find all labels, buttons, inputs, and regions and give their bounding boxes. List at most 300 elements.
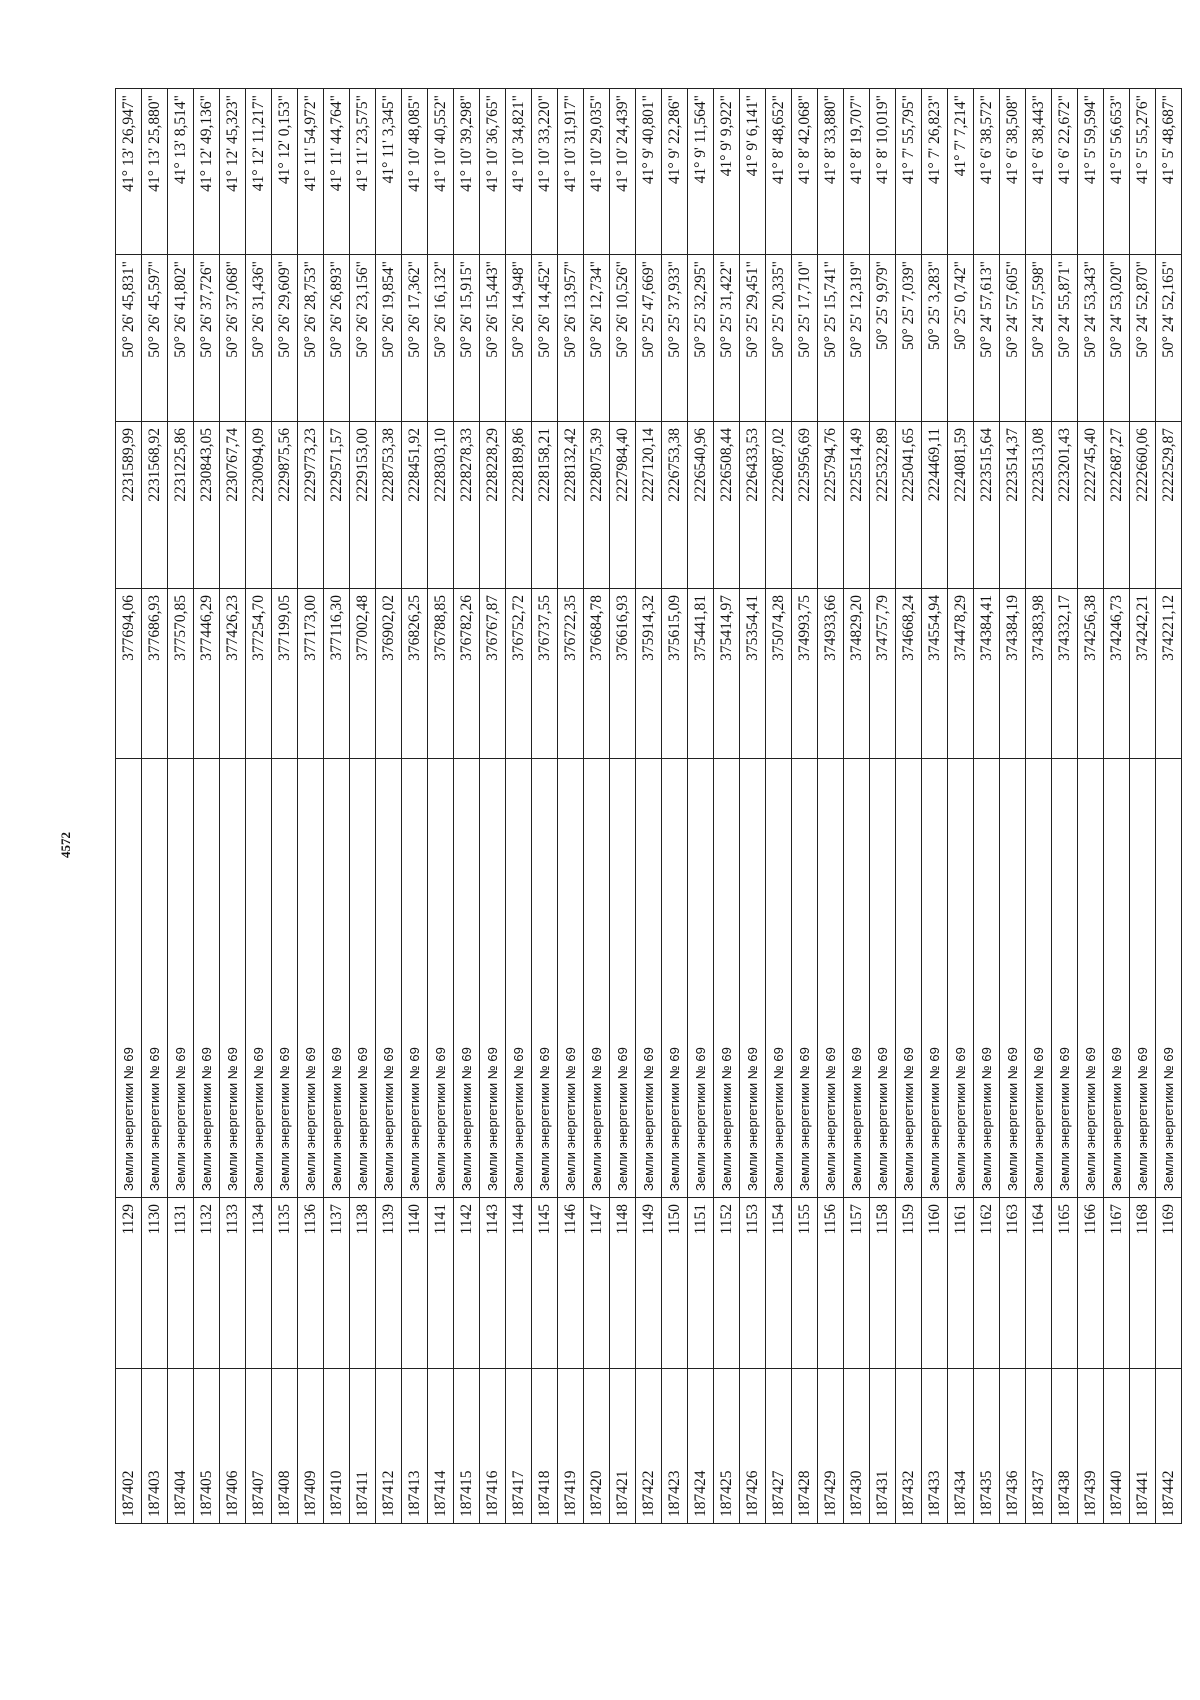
- latitude-cell: 50° 26' 16,132": [428, 255, 454, 422]
- point-id-cell: 187416: [480, 1369, 506, 1524]
- land-category-cell: Земли энергетики № 69: [1104, 759, 1130, 1198]
- page-number: 4572: [58, 832, 73, 858]
- point-number-cell: 1168: [1130, 1198, 1156, 1369]
- point-id-cell: 187407: [246, 1369, 272, 1524]
- longitude-cell: 41° 8' 42,068": [792, 89, 818, 255]
- land-category-cell: Земли энергетики № 69: [1052, 759, 1078, 1198]
- x-coordinate-cell: 374384,41: [974, 589, 1000, 759]
- x-coordinate-cell: 374933,66: [818, 589, 844, 759]
- y-coordinate-cell: 2228753,38: [376, 422, 402, 589]
- latitude-cell: 50° 24' 55,871": [1052, 255, 1078, 422]
- point-id-cell: 187429: [818, 1369, 844, 1524]
- y-coordinate-cell: 2228075,39: [584, 422, 610, 589]
- longitude-cell: 41° 10' 39,298": [454, 89, 480, 255]
- longitude-cell: 41° 10' 48,085": [402, 89, 428, 255]
- longitude-cell: 41° 12' 45,323": [220, 89, 246, 255]
- y-coordinate-cell: 2228132,42: [558, 422, 584, 589]
- y-coordinate-cell: 2225956,69: [792, 422, 818, 589]
- longitude-cell: 41° 11' 54,972": [298, 89, 324, 255]
- land-category-cell: Земли энергетики № 69: [948, 759, 974, 1198]
- point-number-cell: 1146: [558, 1198, 584, 1369]
- point-id-cell: 187426: [740, 1369, 766, 1524]
- point-number-cell: 1149: [636, 1198, 662, 1369]
- coordinates-table-container: [115, 89, 1177, 1524]
- point-number-cell: 1160: [922, 1198, 948, 1369]
- x-coordinate-cell: 377173,00: [298, 589, 324, 759]
- land-category-cell: Земли энергетики № 69: [428, 759, 454, 1198]
- x-coordinate-cell: 374668,24: [896, 589, 922, 759]
- longitude-cell: 41° 10' 33,220": [532, 89, 558, 255]
- y-coordinate-cell: 2228278,33: [454, 422, 480, 589]
- point-number-cell: 1147: [584, 1198, 610, 1369]
- land-category-cell: Земли энергетики № 69: [246, 759, 272, 1198]
- longitude-cell: 41° 10' 31,917": [558, 89, 584, 255]
- point-id-cell: 187436: [1000, 1369, 1026, 1524]
- table-row: [974, 89, 1000, 1524]
- point-id-cell: 187423: [662, 1369, 688, 1524]
- longitude-cell: 41° 11' 3,345": [376, 89, 402, 255]
- x-coordinate-cell: 376737,55: [532, 589, 558, 759]
- table-row: [896, 89, 922, 1524]
- point-id-cell: 187433: [922, 1369, 948, 1524]
- x-coordinate-cell: 375914,32: [636, 589, 662, 759]
- land-category-cell: Земли энергетики № 69: [454, 759, 480, 1198]
- longitude-cell: 41° 10' 36,765": [480, 89, 506, 255]
- table-row: [428, 89, 454, 1524]
- latitude-cell: 50° 25' 0,742": [948, 255, 974, 422]
- table-row: [1130, 89, 1156, 1524]
- point-number-cell: 1145: [532, 1198, 558, 1369]
- y-coordinate-cell: 2229153,00: [350, 422, 376, 589]
- longitude-cell: 41° 8' 10,019": [870, 89, 896, 255]
- point-id-cell: 187419: [558, 1369, 584, 1524]
- point-id-cell: 187425: [714, 1369, 740, 1524]
- table-row: [480, 89, 506, 1524]
- longitude-cell: 41° 11' 23,575": [350, 89, 376, 255]
- point-id-cell: 187403: [142, 1369, 168, 1524]
- latitude-cell: 50° 25' 7,039": [896, 255, 922, 422]
- latitude-cell: 50° 24' 57,605": [1000, 255, 1026, 422]
- table-row: [1104, 89, 1130, 1524]
- table-row: [662, 89, 688, 1524]
- longitude-cell: 41° 5' 48,687": [1156, 89, 1182, 255]
- table-row: [792, 89, 818, 1524]
- y-coordinate-cell: 2223515,64: [974, 422, 1000, 589]
- longitude-cell: 41° 7' 55,795": [896, 89, 922, 255]
- longitude-cell: 41° 12' 11,217": [246, 89, 272, 255]
- table-row: [142, 89, 168, 1524]
- y-coordinate-cell: 2224081,59: [948, 422, 974, 589]
- table-row: [870, 89, 896, 1524]
- y-coordinate-cell: 2223201,43: [1052, 422, 1078, 589]
- land-category-cell: Земли энергетики № 69: [298, 759, 324, 1198]
- rotated-table-frame: [115, 89, 1177, 1524]
- point-number-cell: 1144: [506, 1198, 532, 1369]
- table-row: [1026, 89, 1052, 1524]
- y-coordinate-cell: 2223513,08: [1026, 422, 1052, 589]
- y-coordinate-cell: 2226540,96: [688, 422, 714, 589]
- point-id-cell: 187428: [792, 1369, 818, 1524]
- y-coordinate-cell: 2227120,14: [636, 422, 662, 589]
- land-category-cell: Земли энергетики № 69: [1026, 759, 1052, 1198]
- x-coordinate-cell: 376767,87: [480, 589, 506, 759]
- longitude-cell: 41° 6' 22,672": [1052, 89, 1078, 255]
- table-row: [818, 89, 844, 1524]
- y-coordinate-cell: 2223514,37: [1000, 422, 1026, 589]
- point-id-cell: 187418: [532, 1369, 558, 1524]
- table-body: [116, 89, 1182, 1524]
- point-number-cell: 1148: [610, 1198, 636, 1369]
- y-coordinate-cell: 2225794,76: [818, 422, 844, 589]
- x-coordinate-cell: 377694,06: [116, 589, 142, 759]
- latitude-cell: 50° 25' 37,933": [662, 255, 688, 422]
- point-number-cell: 1167: [1104, 1198, 1130, 1369]
- land-category-cell: Земли энергетики № 69: [922, 759, 948, 1198]
- table-row: [532, 89, 558, 1524]
- y-coordinate-cell: 2229773,23: [298, 422, 324, 589]
- y-coordinate-cell: 2226508,44: [714, 422, 740, 589]
- y-coordinate-cell: 2228451,92: [402, 422, 428, 589]
- point-id-cell: 187405: [194, 1369, 220, 1524]
- x-coordinate-cell: 374383,98: [1026, 589, 1052, 759]
- land-category-cell: Земли энергетики № 69: [636, 759, 662, 1198]
- longitude-cell: 41° 6' 38,508": [1000, 89, 1026, 255]
- latitude-cell: 50° 24' 57,613": [974, 255, 1000, 422]
- table-row: [272, 89, 298, 1524]
- latitude-cell: 50° 25' 9,979": [870, 255, 896, 422]
- longitude-cell: 41° 8' 19,707": [844, 89, 870, 255]
- point-number-cell: 1134: [246, 1198, 272, 1369]
- table-row: [844, 89, 870, 1524]
- point-number-cell: 1159: [896, 1198, 922, 1369]
- land-category-cell: Земли энергетики № 69: [1156, 759, 1182, 1198]
- y-coordinate-cell: 2222660,06: [1130, 422, 1156, 589]
- land-category-cell: Земли энергетики № 69: [142, 759, 168, 1198]
- latitude-cell: 50° 24' 53,020": [1104, 255, 1130, 422]
- point-id-cell: 187431: [870, 1369, 896, 1524]
- longitude-cell: 41° 12' 49,136": [194, 89, 220, 255]
- longitude-cell: 41° 6' 38,443": [1026, 89, 1052, 255]
- latitude-cell: 50° 24' 57,598": [1026, 255, 1052, 422]
- y-coordinate-cell: 2228189,86: [506, 422, 532, 589]
- point-number-cell: 1157: [844, 1198, 870, 1369]
- point-number-cell: 1150: [662, 1198, 688, 1369]
- land-category-cell: Земли энергетики № 69: [844, 759, 870, 1198]
- point-number-cell: 1138: [350, 1198, 376, 1369]
- latitude-cell: 50° 24' 52,165": [1156, 255, 1182, 422]
- point-number-cell: 1161: [948, 1198, 974, 1369]
- land-category-cell: Земли энергетики № 69: [584, 759, 610, 1198]
- land-category-cell: Земли энергетики № 69: [818, 759, 844, 1198]
- point-id-cell: 187438: [1052, 1369, 1078, 1524]
- point-number-cell: 1131: [168, 1198, 194, 1369]
- point-id-cell: 187417: [506, 1369, 532, 1524]
- y-coordinate-cell: 2229875,56: [272, 422, 298, 589]
- table-row: [948, 89, 974, 1524]
- longitude-cell: 41° 5' 59,594": [1078, 89, 1104, 255]
- land-category-cell: Земли энергетики № 69: [896, 759, 922, 1198]
- point-id-cell: 187422: [636, 1369, 662, 1524]
- latitude-cell: 50° 26' 28,753": [298, 255, 324, 422]
- land-category-cell: Земли энергетики № 69: [610, 759, 636, 1198]
- latitude-cell: 50° 25' 20,335": [766, 255, 792, 422]
- x-coordinate-cell: 375441,81: [688, 589, 714, 759]
- y-coordinate-cell: 2222687,27: [1104, 422, 1130, 589]
- longitude-cell: 41° 8' 48,652": [766, 89, 792, 255]
- x-coordinate-cell: 376616,93: [610, 589, 636, 759]
- x-coordinate-cell: 376788,85: [428, 589, 454, 759]
- x-coordinate-cell: 375615,09: [662, 589, 688, 759]
- point-id-cell: 187410: [324, 1369, 350, 1524]
- point-id-cell: 187442: [1156, 1369, 1182, 1524]
- point-number-cell: 1164: [1026, 1198, 1052, 1369]
- table-row: [1078, 89, 1104, 1524]
- latitude-cell: 50° 26' 12,734": [584, 255, 610, 422]
- latitude-cell: 50° 26' 17,362": [402, 255, 428, 422]
- table-row: [714, 89, 740, 1524]
- point-id-cell: 187427: [766, 1369, 792, 1524]
- x-coordinate-cell: 374246,73: [1104, 589, 1130, 759]
- x-coordinate-cell: 374993,75: [792, 589, 818, 759]
- land-category-cell: Земли энергетики № 69: [350, 759, 376, 1198]
- point-number-cell: 1143: [480, 1198, 506, 1369]
- x-coordinate-cell: 374478,29: [948, 589, 974, 759]
- table-row: [688, 89, 714, 1524]
- longitude-cell: 41° 11' 44,764": [324, 89, 350, 255]
- y-coordinate-cell: 2222529,87: [1156, 422, 1182, 589]
- y-coordinate-cell: 2226433,53: [740, 422, 766, 589]
- longitude-cell: 41° 10' 24,439": [610, 89, 636, 255]
- point-number-cell: 1135: [272, 1198, 298, 1369]
- latitude-cell: 50° 26' 29,609": [272, 255, 298, 422]
- point-id-cell: 187415: [454, 1369, 480, 1524]
- x-coordinate-cell: 374242,21: [1130, 589, 1156, 759]
- point-id-cell: 187408: [272, 1369, 298, 1524]
- longitude-cell: 41° 5' 56,653": [1104, 89, 1130, 255]
- point-number-cell: 1169: [1156, 1198, 1182, 1369]
- land-category-cell: Земли энергетики № 69: [766, 759, 792, 1198]
- x-coordinate-cell: 376752,72: [506, 589, 532, 759]
- y-coordinate-cell: 2230767,74: [220, 422, 246, 589]
- land-category-cell: Земли энергетики № 69: [688, 759, 714, 1198]
- point-id-cell: 187439: [1078, 1369, 1104, 1524]
- land-category-cell: Земли энергетики № 69: [324, 759, 350, 1198]
- table-row: [506, 89, 532, 1524]
- point-id-cell: 187404: [168, 1369, 194, 1524]
- x-coordinate-cell: 377426,23: [220, 589, 246, 759]
- land-category-cell: Земли энергетики № 69: [168, 759, 194, 1198]
- latitude-cell: 50° 26' 41,802": [168, 255, 194, 422]
- land-category-cell: Земли энергетики № 69: [532, 759, 558, 1198]
- table-row: [116, 89, 142, 1524]
- latitude-cell: 50° 26' 37,726": [194, 255, 220, 422]
- point-id-cell: 187437: [1026, 1369, 1052, 1524]
- table-row: [194, 89, 220, 1524]
- x-coordinate-cell: 376782,26: [454, 589, 480, 759]
- point-id-cell: 187424: [688, 1369, 714, 1524]
- longitude-cell: 41° 10' 34,821": [506, 89, 532, 255]
- point-number-cell: 1153: [740, 1198, 766, 1369]
- land-category-cell: Земли энергетики № 69: [662, 759, 688, 1198]
- y-coordinate-cell: 2226087,02: [766, 422, 792, 589]
- x-coordinate-cell: 374221,12: [1156, 589, 1182, 759]
- longitude-cell: 41° 9' 40,801": [636, 89, 662, 255]
- point-id-cell: 187434: [948, 1369, 974, 1524]
- latitude-cell: 50° 26' 14,452": [532, 255, 558, 422]
- longitude-cell: 41° 7' 26,823": [922, 89, 948, 255]
- table-row: [766, 89, 792, 1524]
- table-row: [558, 89, 584, 1524]
- y-coordinate-cell: 2225041,65: [896, 422, 922, 589]
- point-number-cell: 1154: [766, 1198, 792, 1369]
- land-category-cell: Земли энергетики № 69: [402, 759, 428, 1198]
- point-number-cell: 1155: [792, 1198, 818, 1369]
- coordinates-table: [115, 88, 1182, 1524]
- latitude-cell: 50° 25' 47,669": [636, 255, 662, 422]
- land-category-cell: Земли энергетики № 69: [792, 759, 818, 1198]
- table-row: [740, 89, 766, 1524]
- y-coordinate-cell: 2228228,29: [480, 422, 506, 589]
- point-number-cell: 1163: [1000, 1198, 1026, 1369]
- x-coordinate-cell: 374384,19: [1000, 589, 1026, 759]
- table-row: [636, 89, 662, 1524]
- table-row: [220, 89, 246, 1524]
- point-number-cell: 1129: [116, 1198, 142, 1369]
- table-row: [1000, 89, 1026, 1524]
- table-row: [1052, 89, 1078, 1524]
- point-number-cell: 1130: [142, 1198, 168, 1369]
- point-id-cell: 187420: [584, 1369, 610, 1524]
- point-number-cell: 1137: [324, 1198, 350, 1369]
- latitude-cell: 50° 26' 14,948": [506, 255, 532, 422]
- point-number-cell: 1158: [870, 1198, 896, 1369]
- y-coordinate-cell: 2227984,40: [610, 422, 636, 589]
- point-id-cell: 187402: [116, 1369, 142, 1524]
- x-coordinate-cell: 377116,30: [324, 589, 350, 759]
- longitude-cell: 41° 10' 40,552": [428, 89, 454, 255]
- point-number-cell: 1162: [974, 1198, 1000, 1369]
- table-row: [324, 89, 350, 1524]
- latitude-cell: 50° 26' 15,443": [480, 255, 506, 422]
- table-row: [298, 89, 324, 1524]
- x-coordinate-cell: 377446,29: [194, 589, 220, 759]
- point-id-cell: 187435: [974, 1369, 1000, 1524]
- point-number-cell: 1166: [1078, 1198, 1104, 1369]
- table-row: [610, 89, 636, 1524]
- x-coordinate-cell: 374829,20: [844, 589, 870, 759]
- x-coordinate-cell: 374256,38: [1078, 589, 1104, 759]
- point-number-cell: 1151: [688, 1198, 714, 1369]
- y-coordinate-cell: 2231589,99: [116, 422, 142, 589]
- latitude-cell: 50° 26' 23,156": [350, 255, 376, 422]
- table-row: [246, 89, 272, 1524]
- y-coordinate-cell: 2222745,40: [1078, 422, 1104, 589]
- longitude-cell: 41° 13' 26,947": [116, 89, 142, 255]
- x-coordinate-cell: 375354,41: [740, 589, 766, 759]
- table-row: [376, 89, 402, 1524]
- x-coordinate-cell: 377199,05: [272, 589, 298, 759]
- latitude-cell: 50° 26' 13,957": [558, 255, 584, 422]
- x-coordinate-cell: 377570,85: [168, 589, 194, 759]
- point-id-cell: 187406: [220, 1369, 246, 1524]
- latitude-cell: 50° 26' 31,436": [246, 255, 272, 422]
- point-number-cell: 1140: [402, 1198, 428, 1369]
- y-coordinate-cell: 2230094,09: [246, 422, 272, 589]
- point-id-cell: 187430: [844, 1369, 870, 1524]
- latitude-cell: 50° 25' 31,422": [714, 255, 740, 422]
- latitude-cell: 50° 26' 26,893": [324, 255, 350, 422]
- y-coordinate-cell: 2225322,89: [870, 422, 896, 589]
- point-id-cell: 187441: [1130, 1369, 1156, 1524]
- point-number-cell: 1165: [1052, 1198, 1078, 1369]
- longitude-cell: 41° 9' 9,922": [714, 89, 740, 255]
- x-coordinate-cell: 376902,02: [376, 589, 402, 759]
- longitude-cell: 41° 10' 29,035": [584, 89, 610, 255]
- point-id-cell: 187413: [402, 1369, 428, 1524]
- land-category-cell: Земли энергетики № 69: [974, 759, 1000, 1198]
- point-number-cell: 1156: [818, 1198, 844, 1369]
- longitude-cell: 41° 9' 11,564": [688, 89, 714, 255]
- point-number-cell: 1133: [220, 1198, 246, 1369]
- x-coordinate-cell: 374554,94: [922, 589, 948, 759]
- latitude-cell: 50° 26' 19,854": [376, 255, 402, 422]
- land-category-cell: Земли энергетики № 69: [558, 759, 584, 1198]
- y-coordinate-cell: 2224469,11: [922, 422, 948, 589]
- latitude-cell: 50° 25' 29,451": [740, 255, 766, 422]
- longitude-cell: 41° 9' 6,141": [740, 89, 766, 255]
- point-id-cell: 187421: [610, 1369, 636, 1524]
- land-category-cell: Земли энергетики № 69: [376, 759, 402, 1198]
- land-category-cell: Земли энергетики № 69: [506, 759, 532, 1198]
- land-category-cell: Земли энергетики № 69: [480, 759, 506, 1198]
- y-coordinate-cell: 2228303,10: [428, 422, 454, 589]
- latitude-cell: 50° 25' 15,741": [818, 255, 844, 422]
- longitude-cell: 41° 5' 55,276": [1130, 89, 1156, 255]
- longitude-cell: 41° 9' 22,286": [662, 89, 688, 255]
- latitude-cell: 50° 26' 10,526": [610, 255, 636, 422]
- longitude-cell: 41° 12' 0,153": [272, 89, 298, 255]
- point-id-cell: 187411: [350, 1369, 376, 1524]
- land-category-cell: Земли энергетики № 69: [1078, 759, 1104, 1198]
- longitude-cell: 41° 13' 8,514": [168, 89, 194, 255]
- table-row: [1156, 89, 1182, 1524]
- x-coordinate-cell: 376722,35: [558, 589, 584, 759]
- longitude-cell: 41° 6' 38,572": [974, 89, 1000, 255]
- x-coordinate-cell: 374332,17: [1052, 589, 1078, 759]
- point-number-cell: 1152: [714, 1198, 740, 1369]
- latitude-cell: 50° 26' 45,831": [116, 255, 142, 422]
- table-row: [350, 89, 376, 1524]
- latitude-cell: 50° 25' 32,295": [688, 255, 714, 422]
- x-coordinate-cell: 377254,70: [246, 589, 272, 759]
- table-row: [402, 89, 428, 1524]
- longitude-cell: 41° 7' 7,214": [948, 89, 974, 255]
- latitude-cell: 50° 25' 3,283": [922, 255, 948, 422]
- land-category-cell: Земли энергетики № 69: [272, 759, 298, 1198]
- land-category-cell: Земли энергетики № 69: [194, 759, 220, 1198]
- x-coordinate-cell: 375414,97: [714, 589, 740, 759]
- latitude-cell: 50° 24' 52,870": [1130, 255, 1156, 422]
- point-number-cell: 1142: [454, 1198, 480, 1369]
- point-number-cell: 1132: [194, 1198, 220, 1369]
- x-coordinate-cell: 376684,78: [584, 589, 610, 759]
- point-id-cell: 187409: [298, 1369, 324, 1524]
- x-coordinate-cell: 375074,28: [766, 589, 792, 759]
- y-coordinate-cell: 2231568,92: [142, 422, 168, 589]
- x-coordinate-cell: 374757,79: [870, 589, 896, 759]
- latitude-cell: 50° 26' 37,068": [220, 255, 246, 422]
- land-category-cell: Земли энергетики № 69: [1130, 759, 1156, 1198]
